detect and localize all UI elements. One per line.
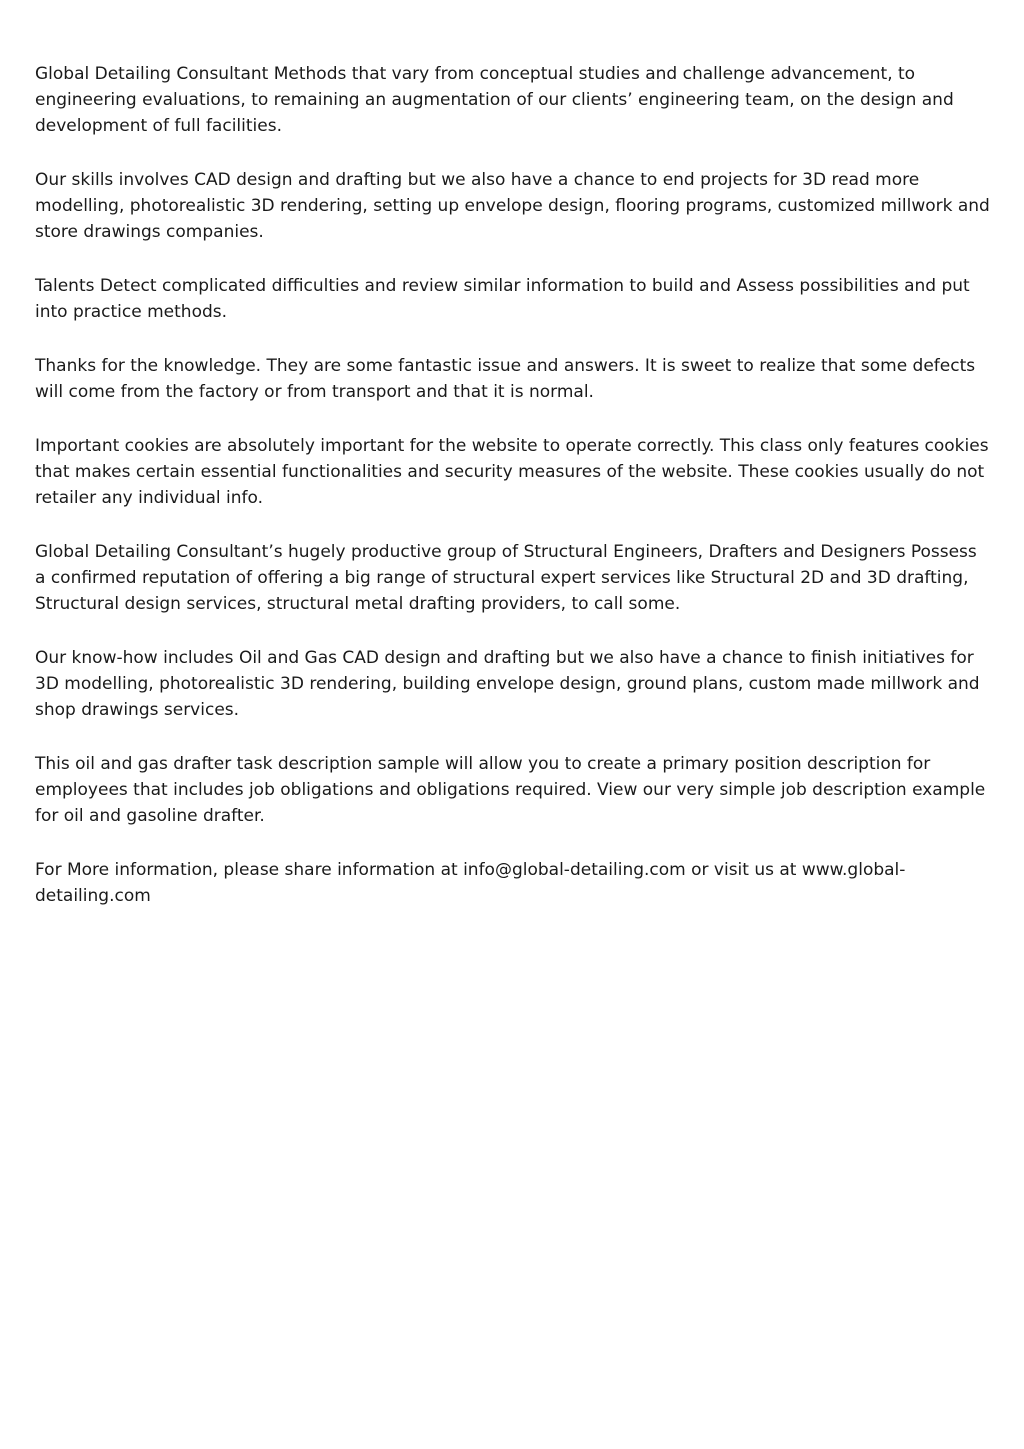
paragraph-cookies: Important cookies are absolutely important for the website to operate correctly. This class only features cookies that makes certain essential functionalities and security measures of the website. These cookies usually do not retailer any individual info. — [35, 436, 989, 508]
paragraph-thanks: Thanks for the knowledge. They are some fantastic issue and answers. It is sweet to realize that some defects will come from the factory or from transport and that it is normal. — [35, 356, 976, 402]
document-body — [35, 61, 990, 937]
paragraph-contact: For More information, please share information at info@global-detailing.com or visit us at www.global-detailing.com — [35, 860, 906, 906]
paragraph-job-description: This oil and gas drafter task description sample will allow you to create a primary position description for employees that includes job obligations and obligations required. View our very simple job description example for oil and gasoline drafter. — [35, 754, 986, 826]
paragraph-structural-group: Global Detailing Consultant’s hugely productive group of Structural Engineers, Drafters and Designers Possess a confirmed reputation of offering a big range of structural expert services like Structural 2D and 3D drafting, Structural design services, structural metal drafting providers, to call some. — [35, 542, 977, 614]
paragraph-talents: Talents Detect complicated difficulties and review similar information to build and Assess possibilities and put into practice methods. — [35, 276, 970, 322]
paragraph-skills: Our skills involves CAD design and drafting but we also have a chance to end projects for 3D read more modelling, photorealistic 3D rendering, setting up envelope design, flooring programs, customized millwork and store drawings companies. — [35, 170, 990, 242]
paragraph-intro: Global Detailing Consultant Methods that vary from conceptual studies and challenge advancement, to engineering evaluations, to remaining an augmentation of our clients’ engineering team, on the design and development of full facilities. — [35, 64, 954, 136]
paragraph-oil-gas-know-how: Our know-how includes Oil and Gas CAD design and drafting but we also have a chance to finish initiatives for 3D modelling, photorealistic 3D rendering, building envelope design, ground plans, custom made millwork and shop drawings services. — [35, 648, 980, 720]
